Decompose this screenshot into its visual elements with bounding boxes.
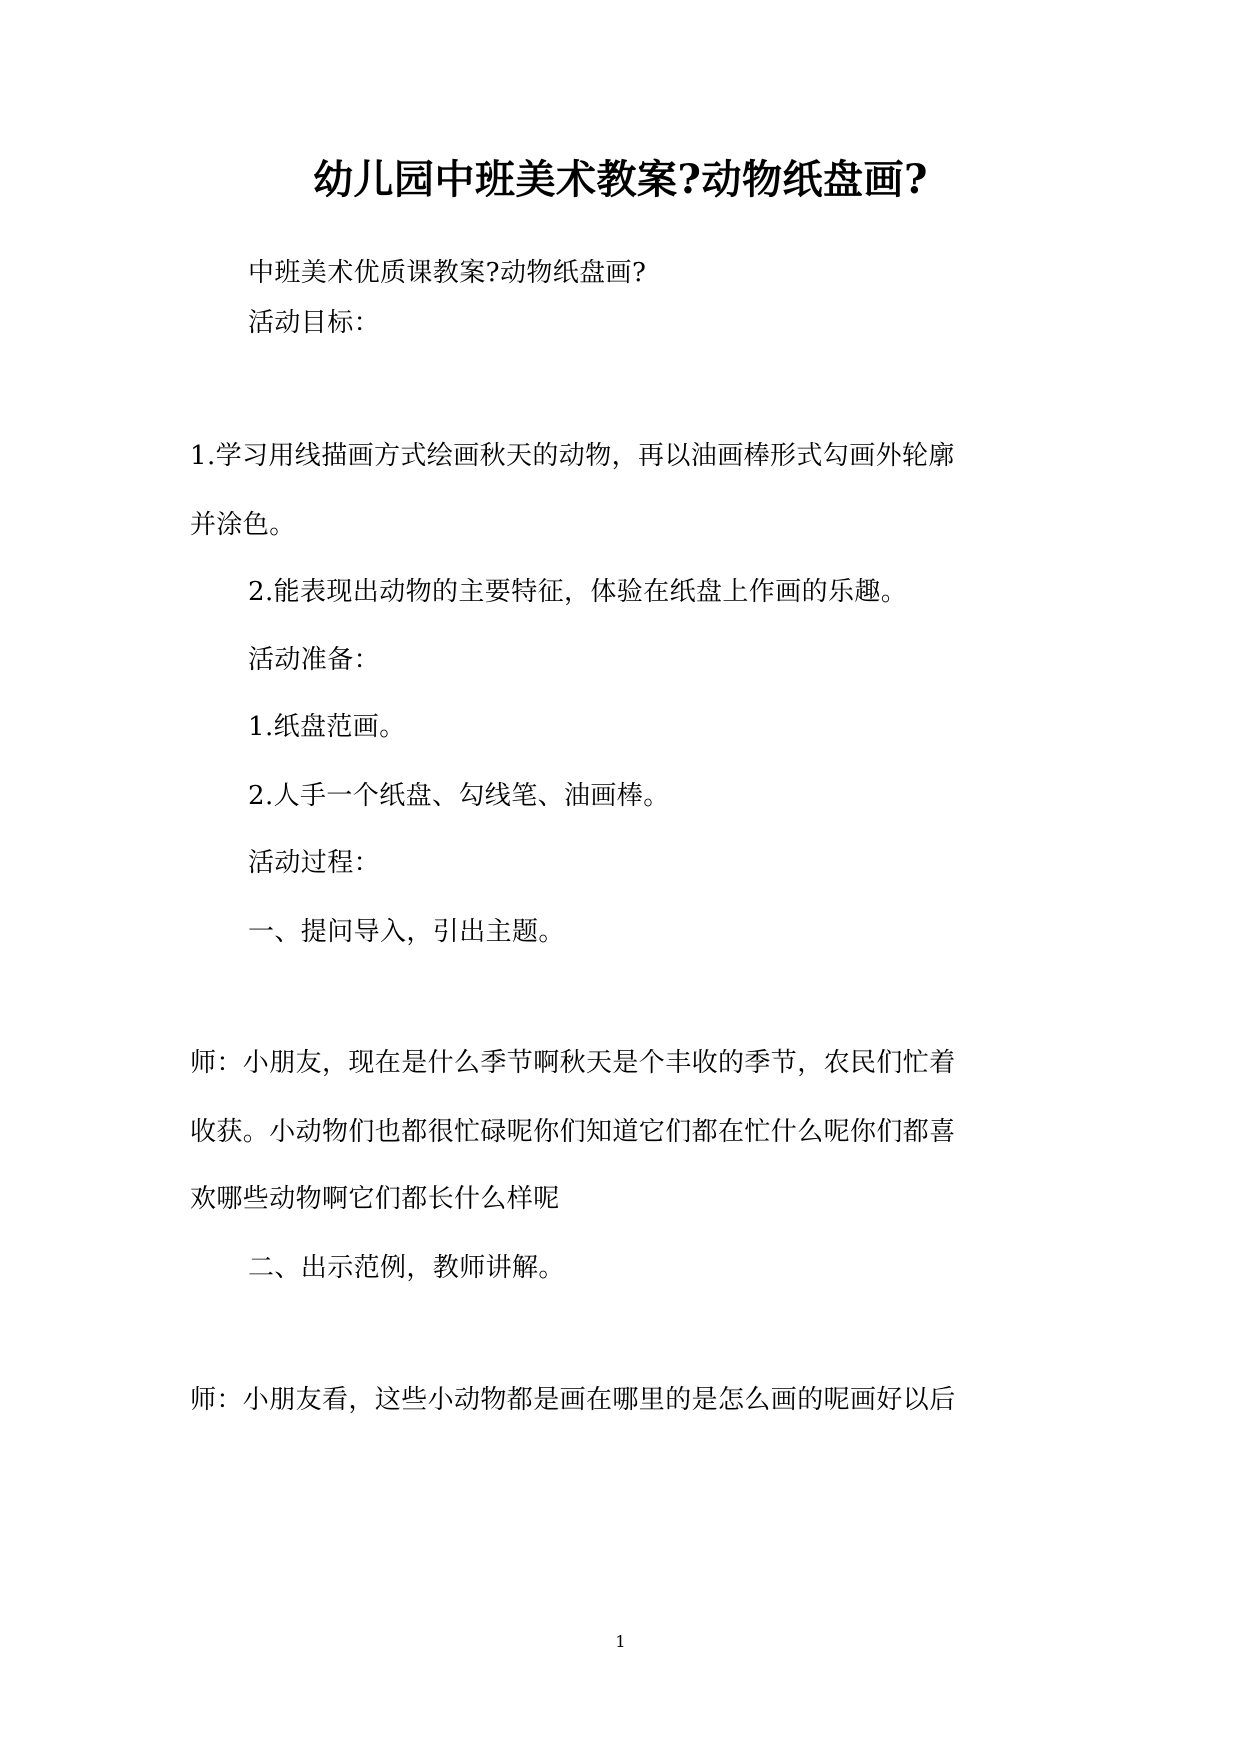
teacher-dialogue-line-4: 师：小朋友看，这些小动物都是画在哪里的是怎么画的呢画好以后 [190, 1385, 956, 1415]
teacher-dialogue-line-2: 收获。小动物们也都很忙碌呢你们知道它们都在忙什么呢你们都喜 [190, 1117, 956, 1147]
section-heading-process: 活动过程： [248, 848, 381, 878]
page-number: 1 [615, 1632, 626, 1651]
process-step-1: 一、提问导入，引出主题。 [248, 917, 565, 947]
teacher-dialogue-line-1: 师：小朋友，现在是什么季节啊秋天是个丰收的季节，农民们忙着 [190, 1048, 956, 1078]
goal-item-2: 2.能表现出动物的主要特征，体验在纸盘上作画的乐趣。 [248, 577, 908, 607]
section-heading-goals: 活动目标： [248, 308, 381, 338]
document-title: 幼儿园中班美术教案?动物纸盘画? [313, 156, 928, 203]
goal-item-1: 1.学习用线描画方式绘画秋天的动物，再以油画棒形式勾画外轮廓 [190, 441, 955, 471]
teacher-dialogue-line-3: 欢哪些动物啊它们都长什么样呢 [190, 1184, 560, 1214]
goal-item-1-continued: 并涂色。 [190, 510, 296, 540]
process-step-2: 二、出示范例，教师讲解。 [248, 1253, 565, 1283]
preparation-item-1: 1.纸盘范画。 [248, 712, 406, 742]
section-heading-preparation: 活动准备： [248, 645, 381, 675]
subtitle-line: 中班美术优质课教案?动物纸盘画? [248, 258, 647, 288]
preparation-item-2: 2.人手一个纸盘、勾线笔、油画棒。 [248, 781, 670, 811]
